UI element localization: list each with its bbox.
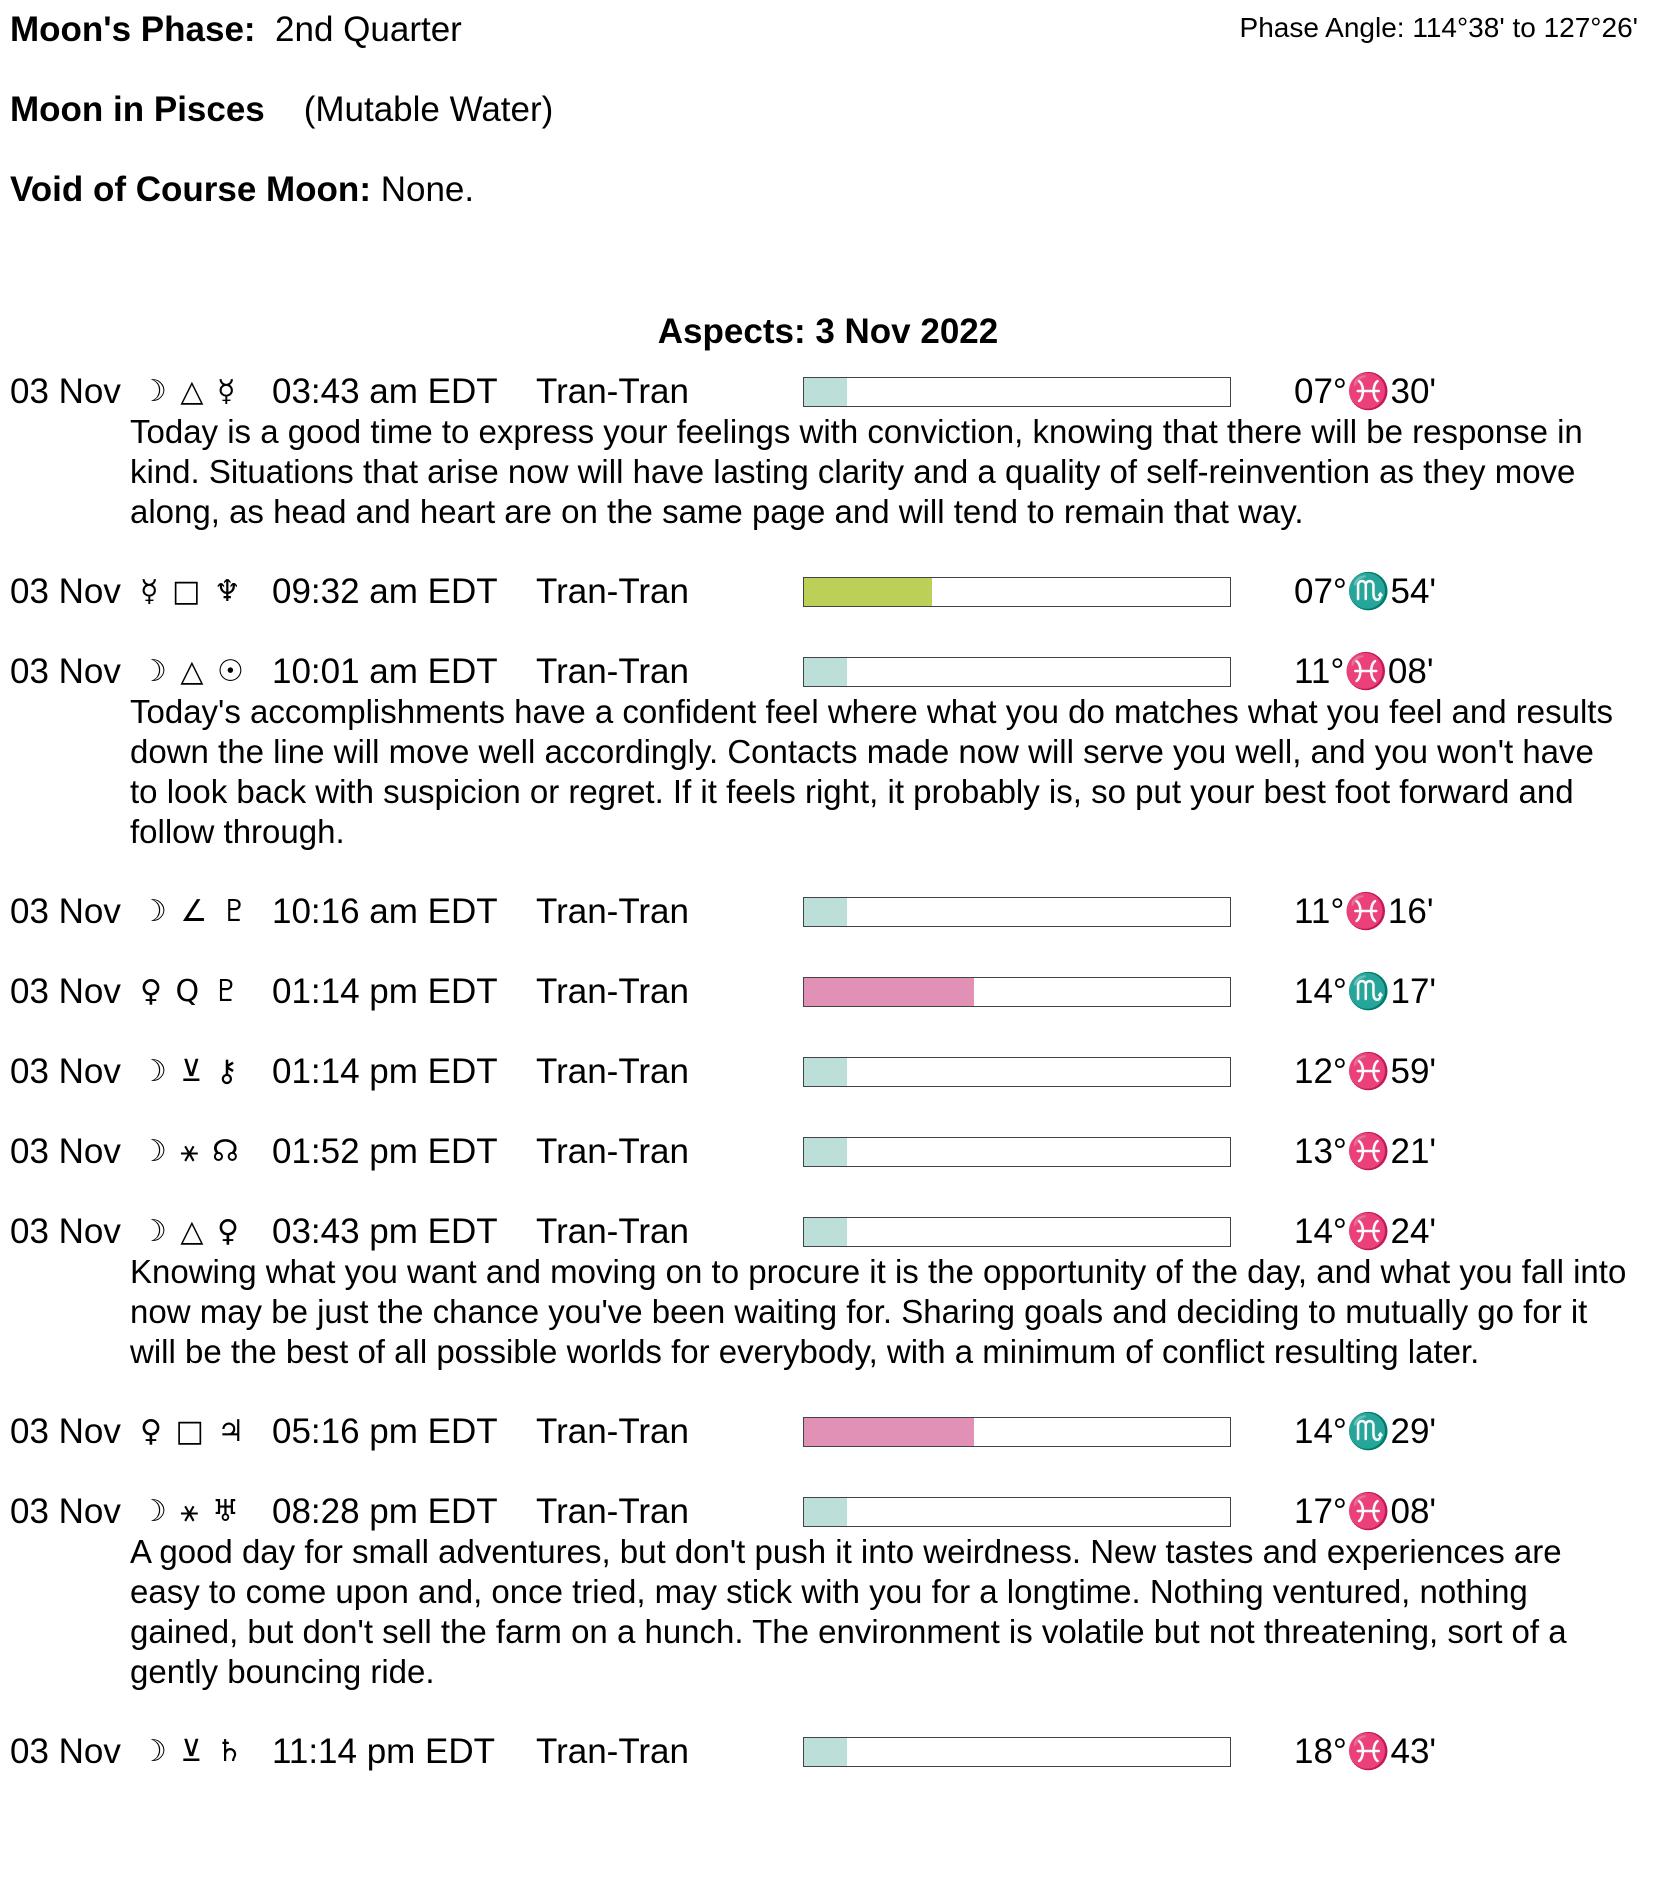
moon-phase [10, 10, 462, 50]
aspect-glyphs-icon: ☽ △ ♀ [140, 1214, 242, 1249]
aspect-entry [0, 1412, 1656, 1452]
aspect-row [0, 572, 1656, 612]
aspect-position: 11°♓08' [1294, 652, 1434, 691]
aspect-time: 10:01 am EDT [272, 652, 498, 691]
voc-label: Void of Course Moon: [10, 170, 371, 209]
void-of-course [10, 170, 474, 210]
aspect-entry [0, 652, 1656, 852]
aspect-time: 03:43 am EDT [272, 372, 498, 411]
aspect-date: 03 Nov [10, 1132, 121, 1171]
aspect-glyphs-icon: ☽ ⊻ ♄ [140, 1734, 245, 1769]
aspect-entry [0, 1132, 1656, 1172]
aspect-date: 03 Nov [10, 1212, 121, 1251]
aspect-row [0, 1212, 1656, 1252]
aspect-date: 03 Nov [10, 652, 121, 691]
moon-phase-label: Moon's Phase: [10, 10, 256, 49]
strength-bar-fill [804, 578, 932, 606]
aspect-date: 03 Nov [10, 572, 121, 611]
aspect-position: 12°♓59' [1294, 1052, 1437, 1091]
aspect-position: 18°♓43' [1294, 1732, 1437, 1771]
aspect-row [0, 1732, 1656, 1772]
aspect-time: 01:14 pm EDT [272, 1052, 498, 1091]
aspect-row [0, 972, 1656, 1012]
aspect-description: Today is a good time to express your feelings with conviction, knowing that there will be response in kind. Situations that arise now will have lasting clarity and a quality of self-reinvention as they move along, as head and heart are on the same page and will tend to remain that way. [130, 413, 1583, 530]
aspect-date: 03 Nov [10, 372, 121, 411]
moon-sign-label: Moon in Pisces [10, 90, 265, 129]
strength-bar-fill [804, 378, 847, 406]
aspect-row [0, 1132, 1656, 1172]
aspect-position: 07°♏54' [1294, 572, 1437, 611]
aspect-type: Tran-Tran [536, 652, 689, 691]
moon-phase-value: 2nd Quarter [275, 10, 462, 49]
aspect-glyphs-icon: ☽ ⊻ ⚷ [140, 1054, 240, 1089]
strength-bar [803, 657, 1231, 687]
aspect-entry [0, 892, 1656, 932]
aspect-position: 13°♓21' [1294, 1132, 1437, 1171]
strength-bar-fill [804, 1418, 974, 1446]
aspect-time: 10:16 am EDT [272, 892, 498, 931]
strength-bar-fill [804, 1138, 847, 1166]
aspect-entry [0, 972, 1656, 1012]
aspect-time: 03:43 pm EDT [272, 1212, 498, 1251]
aspect-description: Knowing what you want and moving on to procure it is the opportunity of the day, and what you fall into now may be just the chance you've been waiting for. Sharing goals and deciding to mutually go for it will be the best of all possible worlds for everybody, with a minimum of conflict resulting later. [130, 1253, 1627, 1370]
aspect-type: Tran-Tran [536, 1732, 689, 1771]
aspect-date: 03 Nov [10, 1732, 121, 1771]
aspect-entry [0, 372, 1656, 532]
aspect-time: 01:52 pm EDT [272, 1132, 498, 1171]
aspect-type: Tran-Tran [536, 1132, 689, 1171]
aspect-glyphs-icon: ☽ △ ☿ [140, 374, 238, 409]
aspect-time: 09:32 am EDT [272, 572, 498, 611]
aspect-glyphs-icon: ☽ ⚹ ♅ [140, 1494, 241, 1529]
strength-bar [803, 897, 1231, 927]
moon-sign [10, 90, 553, 130]
strength-bar [803, 1057, 1231, 1087]
aspect-position: 14°♓24' [1294, 1212, 1437, 1251]
aspect-glyphs-icon: ♀ □ ♃ [140, 1414, 247, 1449]
aspect-time: 01:14 pm EDT [272, 972, 498, 1011]
aspect-position: 17°♓08' [1294, 1492, 1437, 1531]
aspect-position: 14°♏17' [1294, 972, 1437, 1011]
aspect-type: Tran-Tran [536, 1412, 689, 1451]
aspect-row [0, 372, 1656, 412]
strength-bar-fill [804, 1498, 847, 1526]
aspect-date: 03 Nov [10, 1052, 121, 1091]
aspect-glyphs-icon: ☽ ⚹ ☊ [140, 1134, 241, 1169]
strength-bar-fill [804, 1058, 847, 1086]
aspect-description: A good day for small adventures, but don't push it into weirdness. New tastes and experiences are easy to come upon and, once tried, may stick with you for a longtime. Nothing ventured, nothing gained, but don't sell the farm on a hunch. The environment is volatile but not threatening, sort of a gently bouncing ride. [130, 1533, 1567, 1690]
aspect-entry [0, 1492, 1656, 1692]
aspect-position: 11°♓16' [1294, 892, 1434, 931]
aspect-position: 14°♏29' [1294, 1412, 1437, 1451]
aspect-time: 11:14 pm EDT [272, 1732, 496, 1771]
aspect-entry [0, 1212, 1656, 1372]
aspect-time: 05:16 pm EDT [272, 1412, 498, 1451]
aspect-time: 08:28 pm EDT [272, 1492, 498, 1531]
strength-bar [803, 577, 1231, 607]
aspect-entry [0, 1732, 1656, 1772]
aspect-entry [0, 572, 1656, 612]
strength-bar [803, 1737, 1231, 1767]
aspects-list [0, 372, 1656, 1812]
aspect-type: Tran-Tran [536, 372, 689, 411]
strength-bar-fill [804, 658, 847, 686]
aspect-date: 03 Nov [10, 972, 121, 1011]
aspect-type: Tran-Tran [536, 572, 689, 611]
strength-bar [803, 1217, 1231, 1247]
aspect-type: Tran-Tran [536, 972, 689, 1011]
aspect-type: Tran-Tran [536, 1052, 689, 1091]
aspect-row [0, 1492, 1656, 1532]
aspect-type: Tran-Tran [536, 1492, 689, 1531]
aspect-date: 03 Nov [10, 1492, 121, 1531]
aspect-glyphs-icon: ♀ Q ♇ [140, 974, 242, 1009]
strength-bar-fill [804, 1738, 847, 1766]
aspect-glyphs-icon: ☿ □ ♆ [140, 574, 243, 609]
aspect-row [0, 1412, 1656, 1452]
moon-sign-element: (Mutable Water) [303, 90, 554, 129]
aspect-type: Tran-Tran [536, 892, 689, 931]
aspect-glyphs-icon: ☽ ∠ ♇ [140, 894, 250, 929]
aspect-glyphs-icon: ☽ △ ☉ [140, 654, 246, 689]
aspects-title: Aspects: 3 Nov 2022 [657, 312, 999, 351]
aspect-row [0, 1052, 1656, 1092]
strength-bar [803, 377, 1231, 407]
voc-value: None. [380, 170, 475, 209]
strength-bar-fill [804, 1218, 847, 1246]
aspect-date: 03 Nov [10, 1412, 121, 1451]
aspect-description: Today's accomplishments have a confident feel where what you do matches what you feel and results down the line will move well accordingly. Contacts made now will serve you well, and you won't have to look back with suspicion or regret. If it feels right, it probably is, so put your best foot forward and follow through. [130, 693, 1613, 850]
phase-angle: Phase Angle: 114°38' to 127°26' [1239, 12, 1638, 43]
strength-bar [803, 1497, 1231, 1527]
strength-bar [803, 1137, 1231, 1167]
strength-bar-fill [804, 978, 974, 1006]
aspect-entry [0, 1052, 1656, 1092]
aspect-type: Tran-Tran [536, 1212, 689, 1251]
strength-bar [803, 1417, 1231, 1447]
strength-bar-fill [804, 898, 847, 926]
strength-bar [803, 977, 1231, 1007]
aspect-position: 07°♓30' [1294, 372, 1437, 411]
aspect-row [0, 892, 1656, 932]
aspect-date: 03 Nov [10, 892, 121, 931]
aspect-row [0, 652, 1656, 692]
